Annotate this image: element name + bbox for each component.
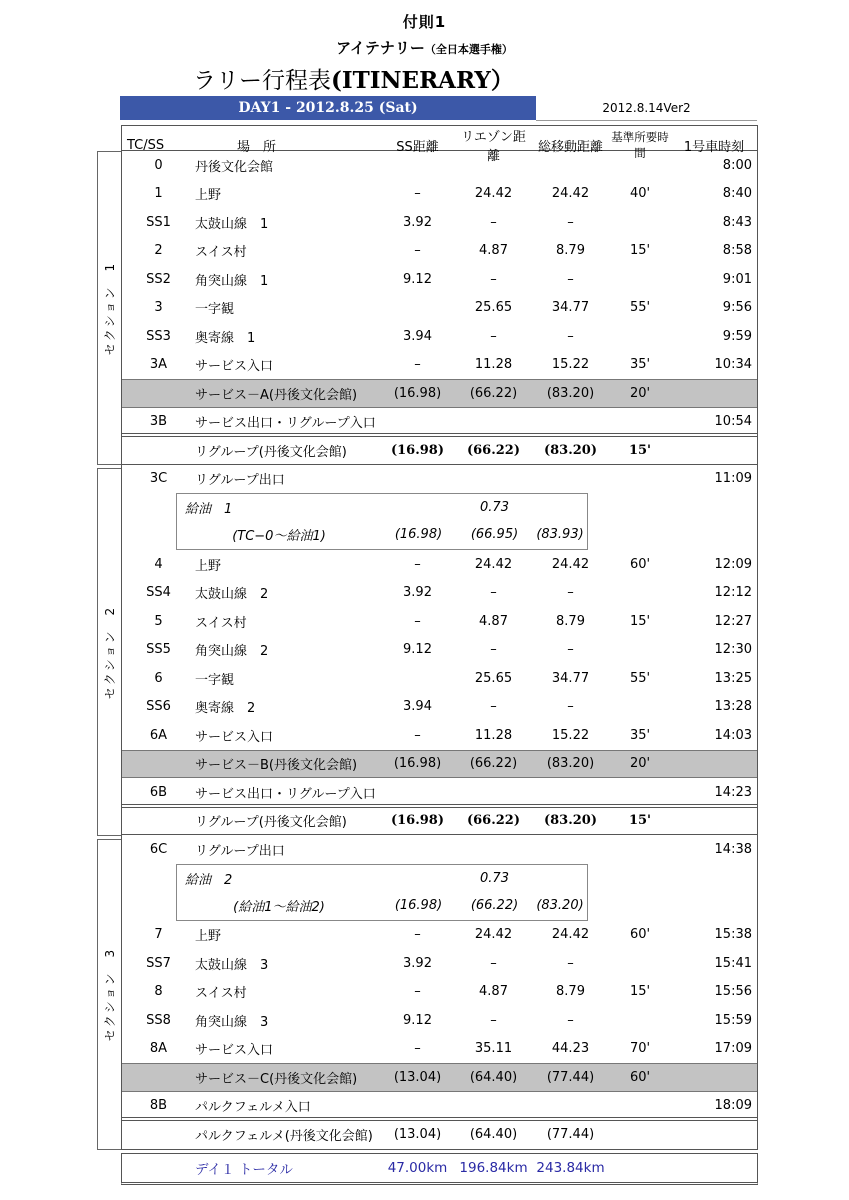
liaison-distance-cell: 25.65 <box>474 670 513 686</box>
itinerary-row-s2-5 <box>122 636 757 665</box>
tc-cell: SS8 <box>146 1012 171 1028</box>
page-title-en: (ITINERARY） <box>331 67 514 94</box>
itinerary-row-s2-7 <box>122 693 757 722</box>
place-cell: 太鼓山線 3 <box>195 957 269 973</box>
car1-time-cell: 15:41 <box>714 955 752 971</box>
liaison-distance-cell: – <box>490 955 497 971</box>
ss-distance-cell: – <box>414 556 421 572</box>
total-distance-cell: (77.44) <box>546 1069 595 1085</box>
section-1-label: セクション 1 <box>103 261 117 355</box>
day-total-ss-distance: 47.00km <box>387 1160 448 1176</box>
itinerary-row-s3-9 <box>122 1120 757 1149</box>
itinerary-row-s2-11 <box>122 807 757 836</box>
liaison-distance-cell: (64.40) <box>469 1069 518 1085</box>
car1-time-cell: 15:38 <box>714 927 752 943</box>
total-distance-cell: 24.42 <box>551 186 590 202</box>
total-distance-cell: – <box>567 328 574 344</box>
itinerary-row-s1-7 <box>122 351 757 380</box>
place-cell: スイス村 <box>195 615 247 631</box>
target-time-cell: 70' <box>629 1041 651 1057</box>
place-cell: 奥寄線 2 <box>195 701 256 717</box>
place-cell: サービス出口・リグループ入口 <box>195 786 376 802</box>
liaison-distance-cell: 24.42 <box>474 186 513 202</box>
ss-distance-cell: (16.98) <box>393 385 442 401</box>
place-cell: サービス－B(丹後文化会館) <box>195 758 358 774</box>
tc-cell: 3 <box>154 300 163 316</box>
car1-time-cell: 12:27 <box>714 613 752 629</box>
total-distance-cell: (83.93) <box>536 527 584 542</box>
target-time-cell: 15' <box>629 613 651 629</box>
total-distance-cell: – <box>567 214 574 230</box>
total-distance-cell: – <box>567 955 574 971</box>
liaison-distance-cell: (66.22) <box>469 385 518 401</box>
car1-time-cell: 12:30 <box>714 642 752 658</box>
refuel-row-2 <box>177 892 587 919</box>
itinerary-row-s1-8 <box>122 379 757 408</box>
total-distance-cell: 8.79 <box>556 984 585 1000</box>
liaison-distance-cell: 11.28 <box>474 727 513 743</box>
tc-cell: 7 <box>154 927 163 943</box>
car1-time-cell: 10:54 <box>714 414 752 430</box>
place-cell: 上野 <box>195 558 222 574</box>
ss-distance-cell: 3.92 <box>403 955 432 971</box>
car1-time-cell: 9:59 <box>722 328 752 344</box>
place-cell: スイス村 <box>195 245 247 261</box>
ss-distance-cell: 9.12 <box>403 642 432 658</box>
target-time-cell: 20' <box>629 756 651 772</box>
place-cell: リグループ(丹後文化会館) <box>195 444 347 460</box>
place-cell: サービス－A(丹後文化会館) <box>195 387 358 403</box>
ss-distance-cell: – <box>414 1041 421 1057</box>
refuel-sub-label: (給油1〜給油2) <box>233 899 325 915</box>
liaison-distance-cell: 4.87 <box>479 984 508 1000</box>
ss-distance-cell: 9.12 <box>403 271 432 287</box>
table-header-row <box>121 125 758 164</box>
ss-distance-cell: – <box>414 727 421 743</box>
liaison-distance-cell: 35.11 <box>474 1041 513 1057</box>
tc-cell: 8 <box>154 984 163 1000</box>
ss-distance-cell: – <box>414 357 421 373</box>
itinerary-row-s2-0 <box>122 465 757 494</box>
ss-distance-cell: (16.98) <box>390 813 444 829</box>
itinerary-row-s2-3 <box>122 579 757 608</box>
page-title <box>193 62 514 95</box>
refuel-label: 給油 2 <box>185 872 233 888</box>
place-cell: 角突山線 3 <box>195 1014 269 1030</box>
place-cell: サービス出口・リグループ入口 <box>195 416 376 432</box>
tc-cell: 8A <box>149 1041 168 1057</box>
ss-distance-cell: 3.94 <box>403 699 432 715</box>
refuel-box <box>176 493 588 550</box>
total-distance-cell: 34.77 <box>551 670 590 686</box>
tc-cell: SS3 <box>146 328 171 344</box>
total-distance-cell: – <box>567 642 574 658</box>
liaison-distance-cell: 11.28 <box>474 357 513 373</box>
target-time-cell: 55' <box>629 670 651 686</box>
total-distance-cell: (83.20) <box>543 442 597 458</box>
itinerary-row-s3-8 <box>122 1092 757 1121</box>
tc-cell: 6B <box>149 784 168 800</box>
refuel-label: 給油 1 <box>185 502 233 517</box>
tc-cell: SS1 <box>146 214 171 230</box>
liaison-distance-cell: (66.22) <box>466 442 520 458</box>
place-cell: サービス入口 <box>195 1043 274 1059</box>
tc-cell: 3C <box>149 471 168 487</box>
tc-cell: SS7 <box>146 955 171 971</box>
place-cell: 上野 <box>195 929 222 945</box>
tc-cell: SS4 <box>146 585 171 601</box>
itinerary-row-s1-4 <box>122 265 757 294</box>
header-target-time: 基準所要時間 <box>611 130 669 160</box>
target-time-cell: 60' <box>629 927 651 943</box>
itinerary-row-s2-2 <box>122 550 757 579</box>
target-time-cell: 40' <box>629 186 651 202</box>
total-distance-cell: 15.22 <box>551 727 590 743</box>
itinerary-row-s3-0 <box>122 835 757 864</box>
refuel-sub-label: (TC−0〜給油1) <box>232 529 326 544</box>
refuel-box <box>176 864 588 921</box>
itinerary-row-s2-8 <box>122 721 757 750</box>
liaison-distance-cell: – <box>490 642 497 658</box>
place-cell: 角突山線 2 <box>195 644 269 660</box>
total-distance-cell: – <box>567 271 574 287</box>
place-cell: リグループ出口 <box>195 843 285 859</box>
place-cell: スイス村 <box>195 986 247 1002</box>
tc-cell: 3A <box>149 357 168 373</box>
section-2-label: セクション 2 <box>103 605 117 699</box>
itinerary-row-s3-3 <box>122 949 757 978</box>
itinerary-row-s3-5 <box>122 1006 757 1035</box>
place-cell: サービス－C(丹後文化会館) <box>195 1071 358 1087</box>
car1-time-cell: 14:03 <box>714 727 752 743</box>
day-total-row <box>121 1153 758 1185</box>
liaison-distance-cell: (64.40) <box>469 1127 518 1143</box>
place-cell: 角突山線 1 <box>195 273 269 289</box>
ss-distance-cell: 3.94 <box>403 328 432 344</box>
car1-time-cell: 11:09 <box>714 471 752 487</box>
car1-time-cell: 14:23 <box>714 784 752 800</box>
itinerary-row-s1-10 <box>122 436 757 465</box>
car1-time-cell: 10:34 <box>714 357 752 373</box>
car1-time-cell: 9:01 <box>722 271 752 287</box>
version-label: 2012.8.14Ver2 <box>536 96 757 121</box>
total-distance-cell: 24.42 <box>551 927 590 943</box>
car1-time-cell: 14:38 <box>714 841 752 857</box>
car1-time-cell: 12:09 <box>714 556 752 572</box>
liaison-distance-cell: – <box>490 1012 497 1028</box>
place-cell: 上野 <box>195 188 222 204</box>
total-distance-cell: (77.44) <box>546 1127 595 1143</box>
itinerary-row-s2-4 <box>122 607 757 636</box>
liaison-distance-cell: – <box>490 271 497 287</box>
header-ss-distance: SS距離 <box>396 139 439 155</box>
total-distance-cell: (83.20) <box>546 385 595 401</box>
refuel-row-2 <box>177 521 587 548</box>
ss-distance-cell: – <box>414 613 421 629</box>
total-distance-cell: 34.77 <box>551 300 590 316</box>
section-2-bracket <box>97 468 122 836</box>
place-cell: 太鼓山線 2 <box>195 587 269 603</box>
tc-cell: 8B <box>149 1098 168 1114</box>
total-distance-cell: – <box>567 585 574 601</box>
day-banner: DAY1 - 2012.8.25 (Sat) <box>120 96 536 120</box>
car1-time-cell: 13:28 <box>714 699 752 715</box>
ss-distance-cell: (13.04) <box>393 1127 442 1143</box>
place-cell: サービス入口 <box>195 729 274 745</box>
tc-cell: 6 <box>154 670 163 686</box>
target-time-cell: 35' <box>629 727 651 743</box>
liaison-distance-cell: (66.22) <box>466 813 520 829</box>
total-distance-cell: 44.23 <box>551 1041 590 1057</box>
place-cell: 奥寄線 1 <box>195 330 256 346</box>
ss-distance-cell: 3.92 <box>403 214 432 230</box>
tc-cell: 5 <box>154 613 163 629</box>
section-3-bracket <box>97 839 122 1150</box>
header-car1-time: 1号車時刻 <box>683 139 745 155</box>
page-title-jp: ラリー行程表 <box>193 68 331 94</box>
place-cell: 丹後文化会館 <box>195 159 274 175</box>
document-subtitle <box>0 37 849 58</box>
day-total-liaison-distance: 196.84km <box>459 1160 528 1176</box>
car1-time-cell: 13:25 <box>714 670 752 686</box>
refuel-block <box>122 493 757 550</box>
header-tc-ss: TC/SS <box>127 137 165 153</box>
itinerary-row-s3-2 <box>122 921 757 950</box>
target-time-cell: 15' <box>628 813 652 829</box>
liaison-distance-cell: – <box>490 214 497 230</box>
car1-time-cell: 8:00 <box>722 157 752 173</box>
ss-distance-cell: – <box>414 243 421 259</box>
target-time-cell: 55' <box>629 300 651 316</box>
itinerary-table-body <box>121 151 758 1150</box>
liaison-distance-cell: (66.95) <box>470 527 519 542</box>
target-time-cell: 15' <box>629 984 651 1000</box>
itinerary-row-s3-6 <box>122 1035 757 1064</box>
liaison-distance-cell: – <box>490 585 497 601</box>
car1-time-cell: 15:56 <box>714 984 752 1000</box>
appendix-title: 付則1 <box>402 13 447 31</box>
target-time-cell: 60' <box>629 1069 651 1085</box>
refuel-row-1 <box>177 865 587 892</box>
car1-time-cell: 12:12 <box>714 585 752 601</box>
itinerary-note: （全日本選手権） <box>424 43 513 56</box>
tc-cell: 6A <box>149 727 168 743</box>
place-cell: パルクフェルメ入口 <box>195 1100 311 1116</box>
liaison-distance-cell: – <box>490 699 497 715</box>
day-total-total-distance: 243.84km <box>536 1160 605 1176</box>
total-distance-cell: 24.42 <box>551 556 590 572</box>
tc-cell: 0 <box>154 157 163 173</box>
place-cell: 一字観 <box>195 302 235 318</box>
liaison-distance-cell: 0.73 <box>480 500 509 515</box>
tc-cell: SS2 <box>146 271 171 287</box>
liaison-distance-cell: – <box>490 328 497 344</box>
car1-time-cell: 8:58 <box>722 243 752 259</box>
ss-distance-cell: – <box>414 927 421 943</box>
target-time-cell: 15' <box>629 243 651 259</box>
car1-time-cell: 15:59 <box>714 1012 752 1028</box>
target-time-cell: 15' <box>628 442 652 458</box>
total-distance-cell: (83.20) <box>536 897 584 913</box>
itinerary-row-s3-7 <box>122 1063 757 1092</box>
place-cell: 太鼓山線 1 <box>195 216 269 232</box>
itinerary-row-s2-10 <box>122 778 757 807</box>
ss-distance-cell: (16.98) <box>393 756 442 772</box>
car1-time-cell: 9:56 <box>722 300 752 316</box>
target-time-cell: 35' <box>629 357 651 373</box>
car1-time-cell: 17:09 <box>714 1041 752 1057</box>
header-total-distance: 総移動距離 <box>537 139 603 155</box>
total-distance-cell: 8.79 <box>556 243 585 259</box>
car1-time-cell: 8:43 <box>722 214 752 230</box>
place-cell: リグループ出口 <box>195 473 285 489</box>
total-distance-cell: 15.22 <box>551 357 590 373</box>
header-place: 場 所 <box>237 139 277 155</box>
place-cell: 一字観 <box>195 672 235 688</box>
tc-cell: SS6 <box>146 699 171 715</box>
ss-distance-cell: 3.92 <box>403 585 432 601</box>
itinerary-row-s1-6 <box>122 322 757 351</box>
itinerary-row-s1-1 <box>122 180 757 209</box>
liaison-distance-cell: 24.42 <box>474 556 513 572</box>
place-cell: リグループ(丹後文化会館) <box>195 815 347 831</box>
header-liaison-distance: リエゾン距離 <box>461 130 526 164</box>
car1-time-cell: 8:40 <box>722 186 752 202</box>
itinerary-row-s1-3 <box>122 237 757 266</box>
liaison-distance-cell: (66.22) <box>469 756 518 772</box>
day-total-label: デイ１ トータル <box>195 1162 293 1178</box>
car1-time-cell: 18:09 <box>714 1098 752 1114</box>
ss-distance-cell: (16.98) <box>394 527 443 542</box>
place-cell: パルクフェルメ(丹後文化会館) <box>195 1129 373 1145</box>
total-distance-cell: (83.20) <box>546 756 595 772</box>
itinerary-row-s1-2 <box>122 208 757 237</box>
ss-distance-cell: – <box>414 186 421 202</box>
itinerary-row-s3-4 <box>122 978 757 1007</box>
itinerary-row-s2-6 <box>122 664 757 693</box>
tc-cell: 4 <box>154 556 163 572</box>
ss-distance-cell: 9.12 <box>403 1012 432 1028</box>
liaison-distance-cell: 0.73 <box>480 870 509 886</box>
section-1-bracket <box>97 151 122 465</box>
liaison-distance-cell: (66.22) <box>470 897 519 913</box>
liaison-distance-cell: 4.87 <box>479 613 508 629</box>
total-distance-cell: 8.79 <box>556 613 585 629</box>
ss-distance-cell: (13.04) <box>393 1069 442 1085</box>
tc-cell: 2 <box>154 243 163 259</box>
itinerary-row-s1-5 <box>122 294 757 323</box>
section-3-label: セクション 3 <box>103 947 117 1042</box>
liaison-distance-cell: 25.65 <box>474 300 513 316</box>
refuel-block <box>122 864 757 921</box>
tc-cell: 6C <box>149 841 168 857</box>
ss-distance-cell: – <box>414 984 421 1000</box>
total-distance-cell: – <box>567 699 574 715</box>
itinerary-row-s1-0 <box>122 151 757 180</box>
tc-cell: 1 <box>154 186 163 202</box>
refuel-row-1 <box>177 494 587 521</box>
tc-cell: 3B <box>149 414 168 430</box>
ss-distance-cell: (16.98) <box>390 442 444 458</box>
ss-distance-cell: (16.98) <box>394 897 443 913</box>
liaison-distance-cell: 24.42 <box>474 927 513 943</box>
total-distance-cell: – <box>567 1012 574 1028</box>
itinerary-row-s1-9 <box>122 408 757 437</box>
total-distance-cell: (83.20) <box>543 813 597 829</box>
target-time-cell: 60' <box>629 556 651 572</box>
tc-cell: SS5 <box>146 642 171 658</box>
itinerary-label: アイテナリー <box>336 39 425 57</box>
itinerary-row-s2-9 <box>122 750 757 779</box>
target-time-cell: 20' <box>629 385 651 401</box>
liaison-distance-cell: 4.87 <box>479 243 508 259</box>
place-cell: サービス入口 <box>195 359 274 375</box>
